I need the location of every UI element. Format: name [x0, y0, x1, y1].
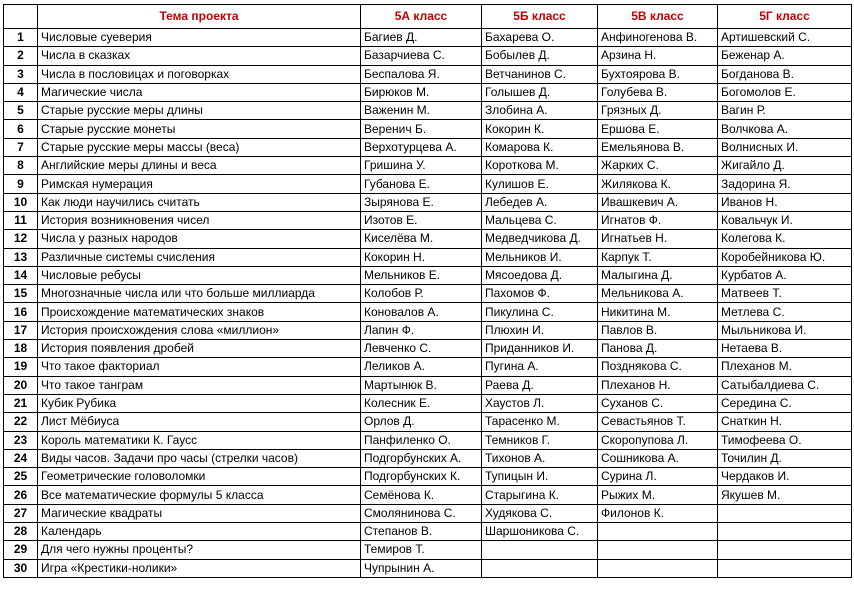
- student-5b: Тупицын И.: [482, 468, 598, 486]
- row-number: 6: [4, 120, 38, 138]
- header-class-5a: 5А класс: [361, 5, 482, 29]
- table-row: [4, 285, 852, 303]
- student-5v: Бухтоярова В.: [598, 65, 718, 83]
- table-row: [4, 468, 852, 486]
- student-5a: Подгорбунских А.: [361, 449, 482, 467]
- project-topic: Игра «Крестики-нолики»: [38, 559, 361, 577]
- row-number: 20: [4, 376, 38, 394]
- student-5b: Медведчикова Д.: [482, 230, 598, 248]
- student-5v: Павлов В.: [598, 321, 718, 339]
- row-number: 30: [4, 559, 38, 577]
- student-5b: Старыгина К.: [482, 486, 598, 504]
- student-5g: [718, 504, 852, 522]
- table-row: [4, 120, 852, 138]
- project-topic: Что такое факториал: [38, 358, 361, 376]
- student-5g: Точилин Д.: [718, 449, 852, 467]
- student-5b: Бобылев Д.: [482, 47, 598, 65]
- table-row: [4, 83, 852, 101]
- table-row: [4, 431, 852, 449]
- table-row: [4, 138, 852, 156]
- row-number: 1: [4, 29, 38, 47]
- student-5b: Мельников И.: [482, 248, 598, 266]
- student-5a: Семёнова К.: [361, 486, 482, 504]
- student-5v: Ершова Е.: [598, 120, 718, 138]
- student-5v: Малыгина Д.: [598, 266, 718, 284]
- row-number: 22: [4, 413, 38, 431]
- table-row: [4, 449, 852, 467]
- student-5a: Зырянова Е.: [361, 193, 482, 211]
- student-5a: Беспалова Я.: [361, 65, 482, 83]
- student-5v: Мельникова А.: [598, 285, 718, 303]
- student-5b: Хаустов Л.: [482, 394, 598, 412]
- student-5b: Голышев Д.: [482, 83, 598, 101]
- student-5v: Севастьянов Т.: [598, 413, 718, 431]
- table-row: [4, 266, 852, 284]
- table-row: [4, 394, 852, 412]
- row-number: 9: [4, 175, 38, 193]
- student-5b: Плюхин И.: [482, 321, 598, 339]
- student-5b: Злобина А.: [482, 102, 598, 120]
- row-number: 28: [4, 523, 38, 541]
- student-5b: Худякова С.: [482, 504, 598, 522]
- project-topic: Магические числа: [38, 83, 361, 101]
- row-number: 7: [4, 138, 38, 156]
- project-topic: История возникновения чисел: [38, 211, 361, 229]
- table-row: [4, 102, 852, 120]
- project-topic: Римская нумерация: [38, 175, 361, 193]
- student-5v: Плеханов Н.: [598, 376, 718, 394]
- row-number: 23: [4, 431, 38, 449]
- table-row: [4, 523, 852, 541]
- project-topic: Старые русские меры массы (веса): [38, 138, 361, 156]
- student-5g: Якушев М.: [718, 486, 852, 504]
- student-5v: Сошникова А.: [598, 449, 718, 467]
- student-5b: Пугина А.: [482, 358, 598, 376]
- project-topic: Кубик Рубика: [38, 394, 361, 412]
- row-number: 26: [4, 486, 38, 504]
- student-5a: Темиров Т.: [361, 541, 482, 559]
- project-topic: Происхождение математических знаков: [38, 303, 361, 321]
- row-number: 10: [4, 193, 38, 211]
- student-5a: Кокорин Н.: [361, 248, 482, 266]
- student-5v: Игнатьев Н.: [598, 230, 718, 248]
- student-5a: Киселёва М.: [361, 230, 482, 248]
- student-5a: Чупрынин А.: [361, 559, 482, 577]
- student-5a: Мартынюк В.: [361, 376, 482, 394]
- student-5a: Мельников Е.: [361, 266, 482, 284]
- student-5b: Короткова М.: [482, 157, 598, 175]
- student-5a: Базарчиева С.: [361, 47, 482, 65]
- student-5b: Кокорин К.: [482, 120, 598, 138]
- table-row: [4, 413, 852, 431]
- student-5v: [598, 559, 718, 577]
- table-row: [4, 47, 852, 65]
- student-5g: [718, 541, 852, 559]
- student-5v: Сурина Л.: [598, 468, 718, 486]
- header-class-5b: 5Б класс: [482, 5, 598, 29]
- header-class-5g: 5Г класс: [718, 5, 852, 29]
- student-5b: [482, 559, 598, 577]
- row-number: 11: [4, 211, 38, 229]
- project-topic: Что такое танграм: [38, 376, 361, 394]
- student-5v: Панова Д.: [598, 340, 718, 358]
- table-row: [4, 321, 852, 339]
- student-5b: [482, 541, 598, 559]
- table-row: [4, 211, 852, 229]
- project-topic: Многозначные числа или что больше миллиарда: [38, 285, 361, 303]
- student-5g: Богданова В.: [718, 65, 852, 83]
- projects-table: [3, 4, 852, 578]
- student-5v: Анфиногенова В.: [598, 29, 718, 47]
- student-5a: Багиев Д.: [361, 29, 482, 47]
- student-5v: Голубева В.: [598, 83, 718, 101]
- student-5a: Левченко С.: [361, 340, 482, 358]
- student-5b: Мясоедова Д.: [482, 266, 598, 284]
- table-row: [4, 175, 852, 193]
- student-5g: Мыльникова И.: [718, 321, 852, 339]
- student-5b: Ветчанинов С.: [482, 65, 598, 83]
- student-5b: Мальцева С.: [482, 211, 598, 229]
- student-5v: Игнатов Ф.: [598, 211, 718, 229]
- project-topic: Числовые ребусы: [38, 266, 361, 284]
- student-5v: [598, 541, 718, 559]
- project-topic: Календарь: [38, 523, 361, 541]
- student-5g: Чердаков И.: [718, 468, 852, 486]
- project-topic: Числа в сказках: [38, 47, 361, 65]
- student-5a: Гришина У.: [361, 157, 482, 175]
- table-row: [4, 248, 852, 266]
- student-5g: Сатыбалдиева С.: [718, 376, 852, 394]
- header-number: [4, 5, 38, 29]
- student-5g: Курбатов А.: [718, 266, 852, 284]
- student-5b: Кулишов Е.: [482, 175, 598, 193]
- student-5b: Пахомов Ф.: [482, 285, 598, 303]
- student-5g: [718, 523, 852, 541]
- student-5g: Ковальчук И.: [718, 211, 852, 229]
- student-5g: Иванов Н.: [718, 193, 852, 211]
- row-number: 16: [4, 303, 38, 321]
- student-5g: Плеханов М.: [718, 358, 852, 376]
- student-5v: Суханов С.: [598, 394, 718, 412]
- student-5a: Орлов Д.: [361, 413, 482, 431]
- row-number: 29: [4, 541, 38, 559]
- student-5v: Никитина М.: [598, 303, 718, 321]
- row-number: 12: [4, 230, 38, 248]
- student-5v: Рыжих М.: [598, 486, 718, 504]
- project-topic: Магические квадраты: [38, 504, 361, 522]
- student-5v: Арзина Н.: [598, 47, 718, 65]
- table-row: [4, 157, 852, 175]
- row-number: 25: [4, 468, 38, 486]
- project-topic: Король математики К. Гаусс: [38, 431, 361, 449]
- student-5v: [598, 523, 718, 541]
- project-topic: Старые русские меры длины: [38, 102, 361, 120]
- row-number: 21: [4, 394, 38, 412]
- student-5v: Ивашкевич А.: [598, 193, 718, 211]
- row-number: 15: [4, 285, 38, 303]
- project-topic: Числа в пословицах и поговорках: [38, 65, 361, 83]
- student-5g: Нетаева В.: [718, 340, 852, 358]
- student-5v: Жарких С.: [598, 157, 718, 175]
- table-row: [4, 29, 852, 47]
- student-5g: Матвеев Т.: [718, 285, 852, 303]
- student-5g: Жигайло Д.: [718, 157, 852, 175]
- student-5b: Шаршоникова С.: [482, 523, 598, 541]
- header-class-5v: 5В класс: [598, 5, 718, 29]
- project-topic: Для чего нужны проценты?: [38, 541, 361, 559]
- student-5v: Грязных Д.: [598, 102, 718, 120]
- student-5g: Тимофеева О.: [718, 431, 852, 449]
- project-topic: История появления дробей: [38, 340, 361, 358]
- student-5b: Пикулина С.: [482, 303, 598, 321]
- student-5v: Емельянова В.: [598, 138, 718, 156]
- student-5a: Леликов А.: [361, 358, 482, 376]
- student-5g: Задорина Я.: [718, 175, 852, 193]
- row-number: 19: [4, 358, 38, 376]
- student-5g: [718, 559, 852, 577]
- table-row: [4, 340, 852, 358]
- student-5a: Губанова Е.: [361, 175, 482, 193]
- row-number: 2: [4, 47, 38, 65]
- project-topic: Старые русские монеты: [38, 120, 361, 138]
- row-number: 13: [4, 248, 38, 266]
- project-topic: Лист Мёбиуса: [38, 413, 361, 431]
- student-5a: Изотов Е.: [361, 211, 482, 229]
- student-5g: Артишевский С.: [718, 29, 852, 47]
- student-5g: Середина С.: [718, 394, 852, 412]
- student-5g: Богомолов Е.: [718, 83, 852, 101]
- table-row: [4, 303, 852, 321]
- row-number: 17: [4, 321, 38, 339]
- project-topic: История происхождения слова «миллион»: [38, 321, 361, 339]
- student-5a: Верхотурцева А.: [361, 138, 482, 156]
- row-number: 27: [4, 504, 38, 522]
- student-5a: Степанов В.: [361, 523, 482, 541]
- student-5a: Панфиленко О.: [361, 431, 482, 449]
- student-5b: Комарова К.: [482, 138, 598, 156]
- student-5v: Скоропупова Л.: [598, 431, 718, 449]
- project-topic: Все математические формулы 5 класса: [38, 486, 361, 504]
- table-row: [4, 541, 852, 559]
- row-number: 3: [4, 65, 38, 83]
- project-topic: Геометрические головоломки: [38, 468, 361, 486]
- student-5v: Филонов К.: [598, 504, 718, 522]
- student-5a: Подгорбунских К.: [361, 468, 482, 486]
- student-5a: Лапин Ф.: [361, 321, 482, 339]
- student-5b: Раева Д.: [482, 376, 598, 394]
- row-number: 14: [4, 266, 38, 284]
- student-5a: Колобов Р.: [361, 285, 482, 303]
- student-5g: Снаткин Н.: [718, 413, 852, 431]
- student-5g: Беженар А.: [718, 47, 852, 65]
- student-5b: Темников Г.: [482, 431, 598, 449]
- table-row: [4, 486, 852, 504]
- project-topic: Числовые суеверия: [38, 29, 361, 47]
- student-5g: Вагин Р.: [718, 102, 852, 120]
- project-topic: Английские меры длины и веса: [38, 157, 361, 175]
- project-topic: Виды часов. Задачи про часы (стрелки часов): [38, 449, 361, 467]
- row-number: 5: [4, 102, 38, 120]
- row-number: 8: [4, 157, 38, 175]
- student-5a: Коновалов А.: [361, 303, 482, 321]
- student-5v: Позднякова С.: [598, 358, 718, 376]
- project-topic: Как люди научились считать: [38, 193, 361, 211]
- student-5b: Тихонов А.: [482, 449, 598, 467]
- student-5v: Карпук Т.: [598, 248, 718, 266]
- header-topic: Тема проекта: [38, 5, 361, 29]
- header-row: [4, 5, 852, 29]
- table-row: [4, 65, 852, 83]
- project-topic: Числа у разных народов: [38, 230, 361, 248]
- student-5a: Важенин М.: [361, 102, 482, 120]
- student-5b: Приданников И.: [482, 340, 598, 358]
- table-row: [4, 504, 852, 522]
- student-5g: Метлева С.: [718, 303, 852, 321]
- table-row: [4, 193, 852, 211]
- student-5b: Лебедев А.: [482, 193, 598, 211]
- project-topic: Различные системы счисления: [38, 248, 361, 266]
- student-5g: Колегова К.: [718, 230, 852, 248]
- table-row: [4, 358, 852, 376]
- student-5a: Колесник Е.: [361, 394, 482, 412]
- student-5b: Тарасенко М.: [482, 413, 598, 431]
- row-number: 18: [4, 340, 38, 358]
- student-5a: Бирюков М.: [361, 83, 482, 101]
- row-number: 24: [4, 449, 38, 467]
- table-row: [4, 376, 852, 394]
- student-5a: Веренич Б.: [361, 120, 482, 138]
- table-row: [4, 559, 852, 577]
- student-5g: Волчкова А.: [718, 120, 852, 138]
- student-5g: Волнисных И.: [718, 138, 852, 156]
- student-5a: Смолянинова С.: [361, 504, 482, 522]
- student-5b: Бахарева О.: [482, 29, 598, 47]
- row-number: 4: [4, 83, 38, 101]
- table-row: [4, 230, 852, 248]
- student-5v: Жилякова К.: [598, 175, 718, 193]
- student-5g: Коробейникова Ю.: [718, 248, 852, 266]
